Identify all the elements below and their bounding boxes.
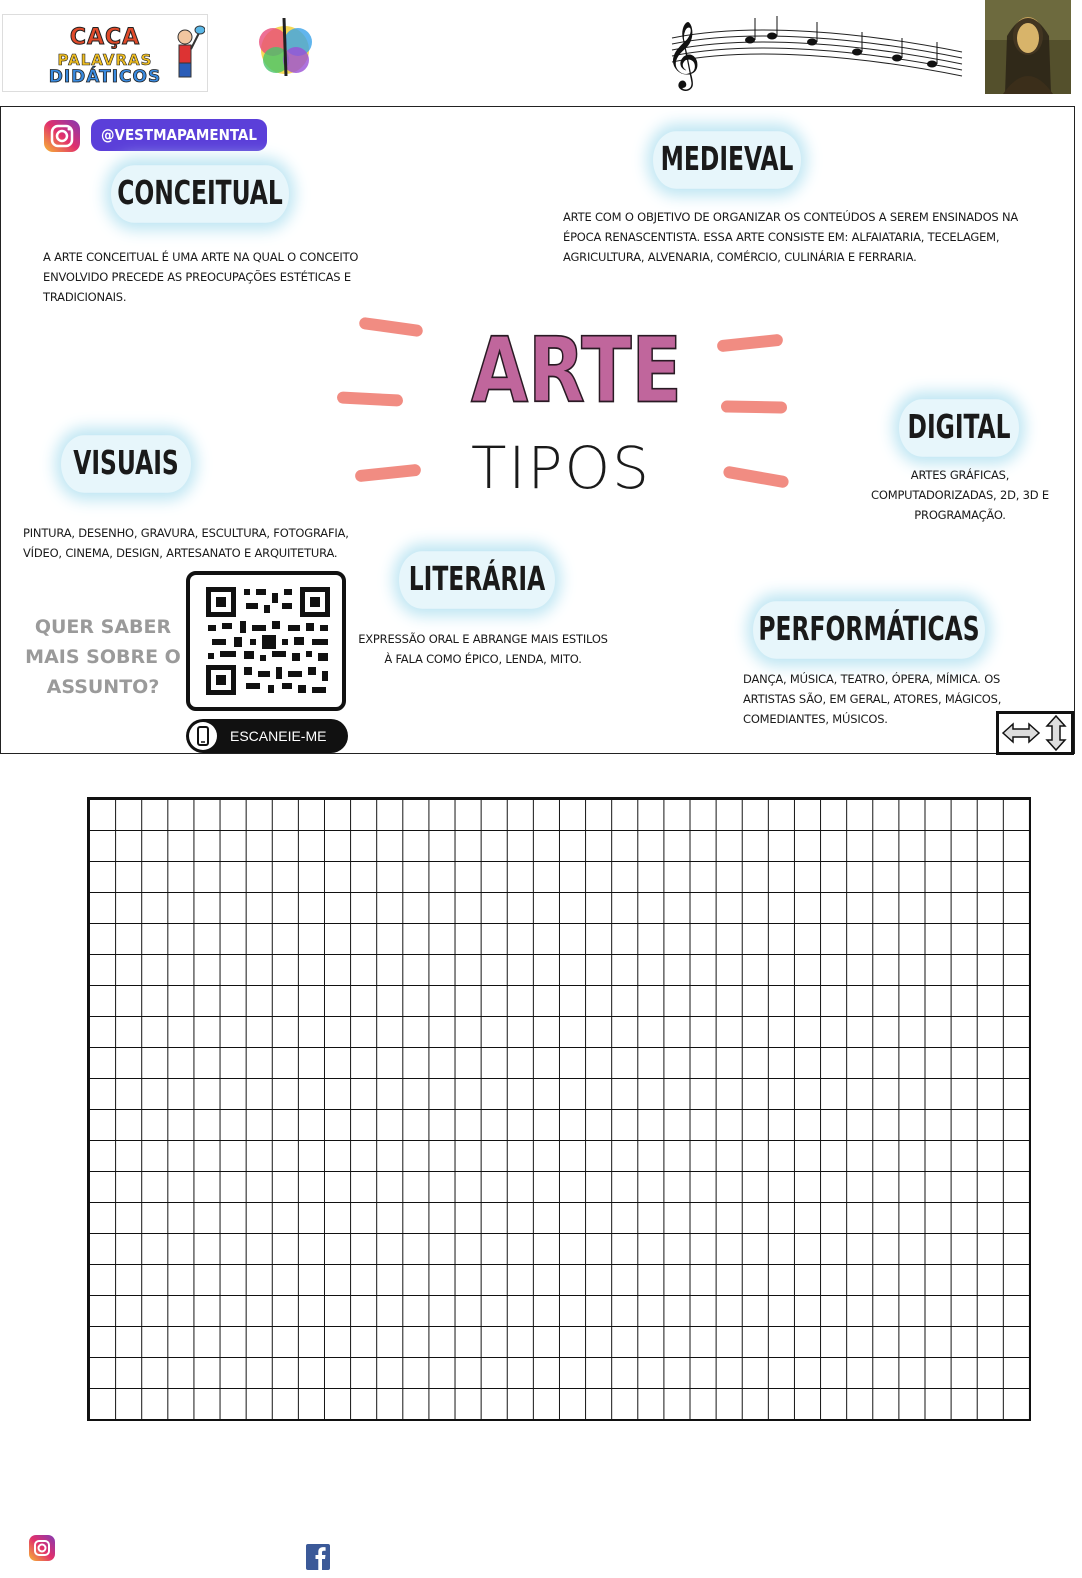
caca-palavras-logo <box>2 14 208 92</box>
phone-icon <box>188 721 218 751</box>
footer-facebook-icon[interactable] <box>306 1544 330 1570</box>
arte-mind-map <box>0 106 1075 754</box>
scan-me-label: ESCANEIE-ME <box>230 728 327 744</box>
cta-line-2: MAIS SOBRE O <box>25 646 181 668</box>
scan-me-button[interactable] <box>186 719 348 753</box>
medieval-heading: MEDIEVAL <box>653 131 801 189</box>
instagram-handle: @VESTMAPAMENTAL <box>91 119 267 151</box>
center-title: ARTE <box>471 319 682 424</box>
logo-line-2: PALAVRAS <box>57 51 153 69</box>
performaticas-heading: PERFORMÁTICAS <box>753 601 985 659</box>
resize-arrows-icon <box>999 714 1071 752</box>
music-staff-icon <box>662 12 968 92</box>
kid-with-net-icon <box>171 25 205 85</box>
cta-line-1: QUER SABER <box>34 616 172 638</box>
visuais-description: PINTURA, DESENHO, GRAVURA, ESCULTURA, FOTOGRAFIA, VÍDEO, CINEMA, DESIGN, ARTESANATO E ARQUITETURA. <box>23 526 349 560</box>
digital-heading: DIGITAL <box>899 399 1019 457</box>
performaticas-description: DANÇA, MÚSICA, TEATRO, ÓPERA, MÍMICA. OS ARTISTAS SÃO, EM GERAL, ATORES, MÁGICOS, COMEDIANTES, MÚSICOS. <box>743 672 1002 726</box>
footer-instagram-icon[interactable] <box>28 1534 56 1562</box>
conceitual-description: A ARTE CONCEITUAL É UMA ARTE NA QUAL O CONCEITO ENVOLVIDO PRECEDE AS PREOCUPAÇÕES ESTÉTICAS E TRADICIONAIS. <box>43 250 359 304</box>
right-stroke-3 <box>722 465 789 488</box>
visuais-heading: VISUAIS <box>61 435 191 493</box>
qr-code[interactable] <box>186 571 346 711</box>
resize-handle[interactable] <box>996 711 1074 755</box>
mona-lisa-painting <box>985 0 1071 94</box>
digital-description: ARTES GRÁFICAS, COMPUTADORIZADAS, 2D, 3D E PROGRAMAÇÃO. <box>871 468 1049 522</box>
right-stroke-2 <box>721 400 787 413</box>
right-stroke-1 <box>717 334 784 353</box>
literaria-heading: LITERÁRIA <box>399 551 555 609</box>
cta-line-3: ASSUNTO? <box>46 676 160 698</box>
logo-line-3: DIDÁTICOS <box>48 67 162 87</box>
svg-text:𝄞: 𝄞 <box>666 20 701 88</box>
left-stroke-1 <box>358 317 423 338</box>
medieval-description: ARTE COM O OBJETIVO DE ORGANIZAR OS CONTEÚDOS A SEREM ENSINADOS NA ÉPOCA RENASCENTISTA. ESSA ARTE CONSISTE EM: ALFAIATARIA, TECELAGEM, AGRICULTURA, ALVENARIA, COMÉRCIO, CULINÁRIA E FERRARIA. <box>563 210 1019 264</box>
conceitual-heading: CONCEITUAL <box>111 165 289 223</box>
center-subtitle: TIPOS <box>471 434 651 502</box>
left-stroke-3 <box>355 464 422 483</box>
instagram-icon <box>43 119 83 153</box>
cta-text <box>19 612 187 702</box>
word-search-grid[interactable] <box>87 797 1031 1421</box>
art-palette-icon <box>240 14 330 82</box>
left-stroke-2 <box>337 391 404 406</box>
literaria-description: EXPRESSÃO ORAL E ABRANGE MAIS ESTILOS À FALA COMO ÉPICO, LENDA, MITO. <box>358 632 608 666</box>
logo-line-1: CAÇA <box>69 25 141 50</box>
qr-code-pattern <box>206 587 330 695</box>
